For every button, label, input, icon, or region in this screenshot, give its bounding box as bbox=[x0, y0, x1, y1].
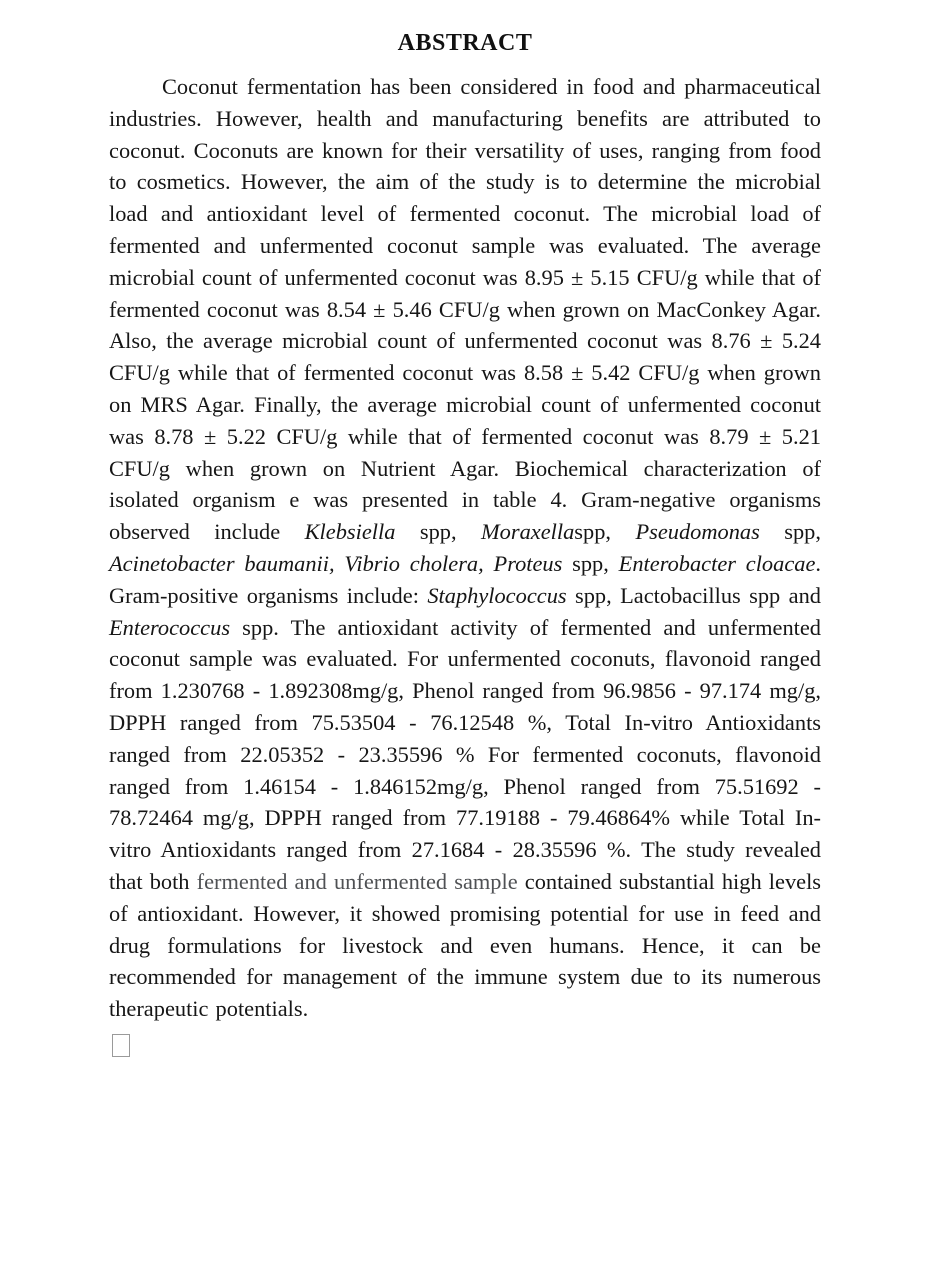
abstract-paragraph: Coconut fermentation has been considered in food and pharmaceutical industries. However, health and manufacturing benefits are attributed to coconut. Coconuts are known for their versatility of uses, ranging from food to cosmetics. However, the aim of the study is to determine the microbial load and antioxidant level of fermented coconut. The microbial load of fermented and unfermented coconut sample was evaluated. The average microbial count of unfermented coconut was 8.95 ± 5.15 CFU/g while that of fermented coconut was 8.54 ± 5.46 CFU/g when grown on MacConkey Agar. Also, the average microbial count of unfermented coconut was 8.76 ± 5.24 CFU/g while that of fermented coconut was 8.58 ± 5.42 CFU/g when grown on MRS Agar. Finally, the average microbial count of unfermented coconut was 8.78 ± 5.22 CFU/g while that of fermented coconut was 8.79 ± 5.21 CFU/g when grown on Nutrient Agar. Biochemical characterization of isolated organism e was presented in table 4. Gram-negative organisms observed include Klebsiella spp, Moraxellaspp, Pseudomonas spp, Acinetobacter baumanii, Vibrio cholera, Proteus spp, Enterobacter cloacae. Gram-positive organisms include: Staphylococcus spp, Lactobacillus spp and Enterococcus spp. The antioxidant activity of fermented and unfermented coconut sample was evaluated. For unfermented coconuts, flavonoid ranged from 1.230768 - 1.892308mg/g, Phenol ranged from 96.9856 - 97.174 mg/g, DPPH ranged from 75.53504 - 76.12548 %, Total In-vitro Antioxidants ranged from 22.05352 - 23.35596 % For fermented coconuts, flavonoid ranged from 1.46154 - 1.846152mg/g, Phenol ranged from 75.51692 - 78.72464 mg/g, DPPH ranged from 77.19188 - 79.46864% while Total In-vitro Antioxidants ranged from 27.1684 - 28.35596 %. The study revealed that both fermented and unfermented sample contained substantial high levels of antioxidant. However, it showed promising potential for use in feed and drug formulations for livestock and even humans. Hence, it can be recommended for management of the immune system due to its numerous therapeutic potentials. bbox=[109, 74, 822, 1022]
page-title: ABSTRACT bbox=[397, 30, 533, 56]
document-page bbox=[109, 0, 821, 1057]
missing-character-box-icon bbox=[112, 1034, 130, 1057]
footer-glyph-row bbox=[109, 1034, 821, 1057]
